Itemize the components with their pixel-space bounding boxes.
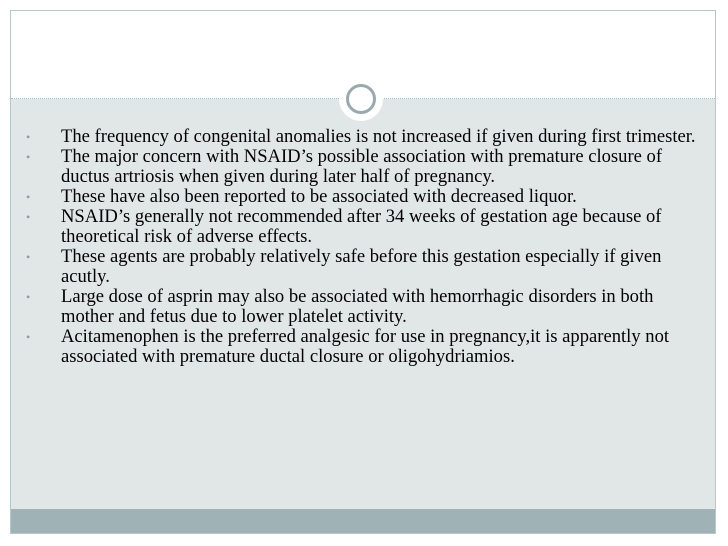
bullet-item-2 (20, 147, 700, 187)
bullet-text-6: Large dose of asprin may also be associated with hemorrhagic disorders in both mother and fetus due to lower platelet activity. (61, 286, 654, 327)
bullet-text-5: These agents are probably relatively safe before this gestation especially if given acutly. (61, 246, 662, 287)
bullet-dot-icon: • (26, 250, 31, 264)
bullet-text-4: NSAID’s generally not recommended after 34 weeks of gestation age because of theoretical risk of adverse effects. (61, 206, 662, 247)
slide-footer-band (11, 509, 715, 533)
bullet-item-4 (20, 207, 700, 247)
bullet-list (20, 127, 700, 367)
circle-ornament-icon (339, 77, 383, 121)
bullet-item-7 (20, 327, 700, 367)
bullet-text-3: These have also been reported to be associated with decreased liquor. (61, 186, 577, 207)
bullet-item-5 (20, 247, 700, 287)
bullet-dot-icon: • (26, 210, 31, 224)
bullet-text-2: The major concern with NSAID’s possible association with premature closure of ductus artriosis when given during later half of pregnancy. (61, 146, 663, 187)
bullet-dot-icon: • (26, 330, 31, 344)
bullet-dot-icon: • (26, 290, 31, 304)
bullet-text-7: Acitamenophen is the preferred analgesic for use in pregnancy,it is apparently not associated with premature ductal closure or oligohydriamios. (61, 326, 670, 367)
bullet-text-1: The frequency of congenital anomalies is not increased if given during first trimester. (61, 126, 696, 147)
bullet-item-3 (20, 187, 700, 207)
bullet-dot-icon: • (26, 190, 31, 204)
bullet-item-6 (20, 287, 700, 327)
bullet-dot-icon: • (26, 130, 31, 144)
ring-icon (346, 84, 376, 114)
bullet-item-1 (20, 127, 700, 147)
bullet-dot-icon: • (26, 150, 31, 164)
